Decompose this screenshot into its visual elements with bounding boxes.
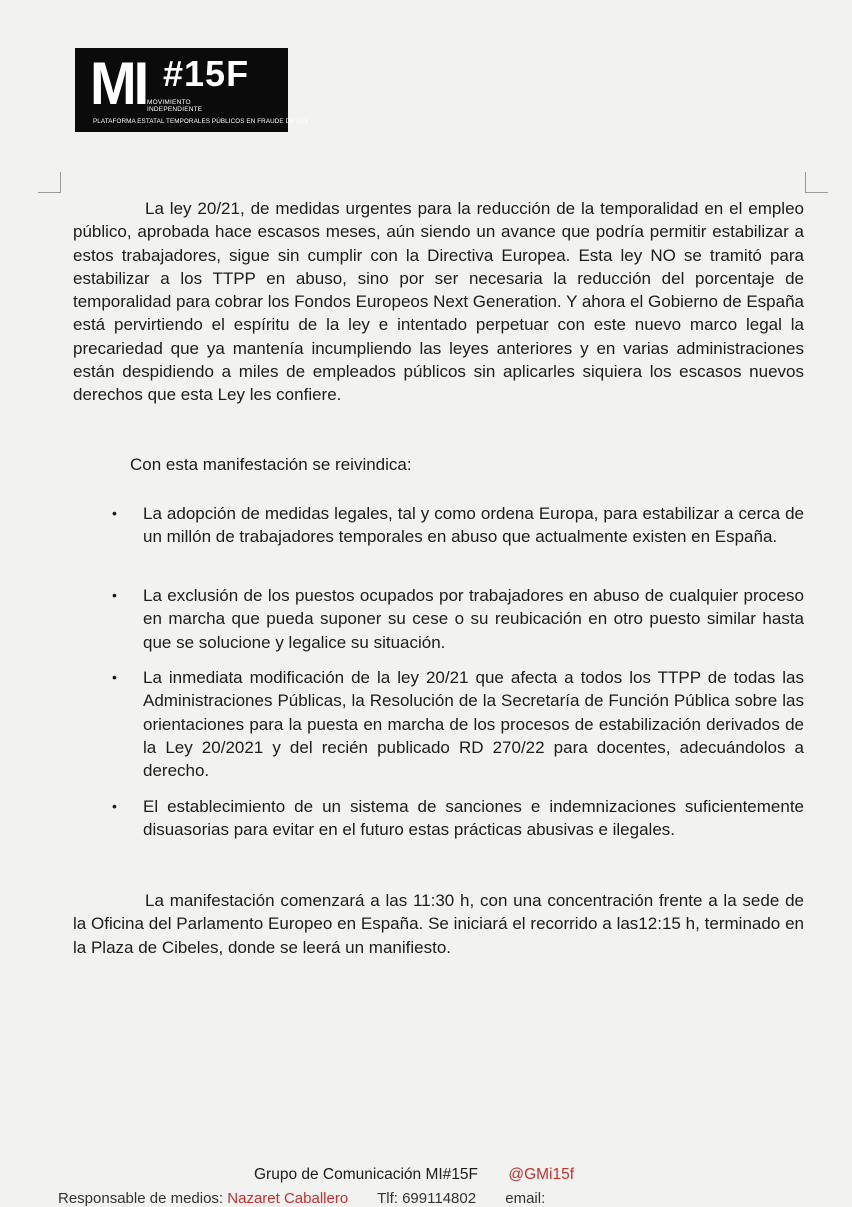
press-email-label: email: <box>505 1190 546 1207</box>
list-item <box>108 795 804 842</box>
footer <box>0 1166 852 1207</box>
list-item-text: La adopción de medidas legales, tal y como ordena Europa, para estabilizar a cerca de un millón de trabajadores temporales en abuso que actualmente existen en España. <box>143 504 804 547</box>
social-handle-link[interactable]: @GMi15f <box>508 1166 575 1183</box>
list-item <box>108 584 804 654</box>
bullet-icon: • <box>112 587 117 603</box>
bullet-icon: • <box>112 798 117 814</box>
logo-tagline: PLATAFORMA ESTATAL TEMPORALES PÚBLICOS EN FRAUDE DE LEY <box>93 118 309 125</box>
margin-corner-left <box>38 172 61 193</box>
list-item-text: La exclusión de los puestos ocupados por trabajadores en abuso de cualquier proceso en marcha que pueda suponer su cese o su reubicación en otro puesto similar hasta que se solucione y legalice su situación. <box>143 586 804 652</box>
footer-contact-line <box>254 1166 574 1184</box>
margin-corner-right <box>805 172 828 193</box>
logo <box>75 48 309 132</box>
list-item-text: El establecimiento de un sistema de sanciones e indemnizaciones suficientemente disuasorias para evitar en el futuro estas prácticas abusivas e ilegales. <box>143 797 804 840</box>
closing-paragraph: La manifestación comenzará a las 11:30 h, con una concentración frente a la sede de la Oficina del Parlamento Europeo en España. Se iniciará el recorrido a las12:15 h, terminado en la Plaza de Cibeles, donde se leerá un manifiesto. <box>73 891 804 957</box>
press-label: Responsable de medios: <box>58 1190 224 1207</box>
bullet-icon: • <box>112 669 117 685</box>
bullet-icon: • <box>112 505 117 521</box>
footer-group-name: Grupo de Comunicación MI#15F <box>254 1166 479 1183</box>
logo-hashtag: #15F <box>163 53 250 94</box>
press-phone: Tlf: 699114802 <box>377 1190 477 1207</box>
list-item <box>108 502 804 549</box>
claims-heading: Con esta manifestación se reivindica: <box>130 455 412 474</box>
list-item-text: La inmediata modificación de la ley 20/21 que afecta a todos los TTPP de todas las Administraciones Públicas, la Resolución de la Secretaría de Función Pública sobre las orientaciones para la puesta en marcha de los procesos de estabilización derivados de la Ley 20/2021 y del recién publicado RD 270/22 para docentes, adecuándolos a derecho. <box>143 668 804 781</box>
logo-subtitle: MOVIMIENTO INDEPENDIENTE <box>147 99 203 113</box>
logo-mi-text: MI <box>90 49 147 118</box>
intro-paragraph: La ley 20/21, de medidas urgentes para la reducción de la temporalidad en el empleo público, aprobada hace escasos meses, aún siendo un avance que podría permitir estabilizar a estos trabajadores, sigue sin cumplir con la Directiva Europea. Esta ley NO se tramitó para estabilizar a los TTPP en abuso, sino por ser necesaria la reducción del porcentaje de temporalidad para cobrar los Fondos Europeos Next Generation. Y ahora el Gobierno de España está pervirtiendo el espíritu de la ley e intentado perpetuar con este nuevo marco legal la precariedad que ya mantenía incumpliendo las leyes anteriores y en varias administraciones están despidiendo a miles de empleados públicos sin aplicarles siquiera los escasos nuevos derechos que esta Ley les confiere. <box>73 199 804 405</box>
list-item <box>108 666 804 782</box>
footer-press-line <box>58 1190 545 1207</box>
press-name: Nazaret Caballero <box>227 1190 349 1207</box>
